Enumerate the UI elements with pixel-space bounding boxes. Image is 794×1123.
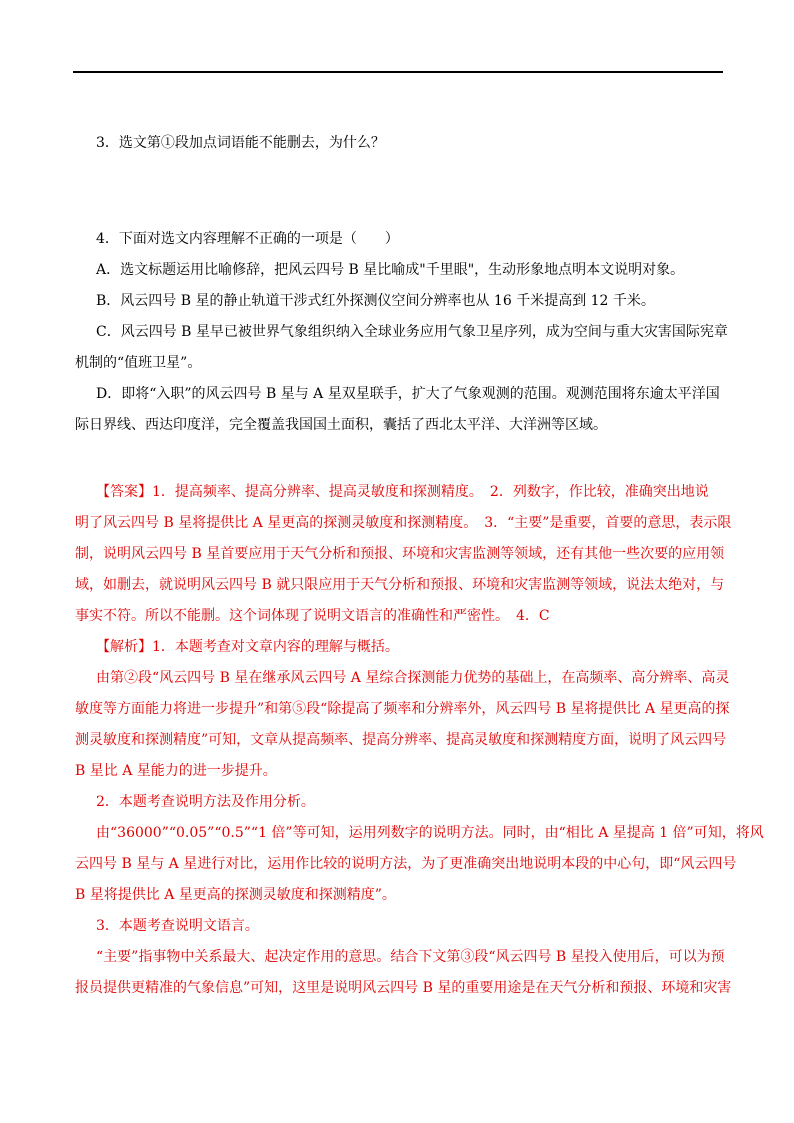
question-4: 4．下面对选文内容理解不正确的一项是（ ） [96, 231, 399, 247]
option-c-cont: 机制的“值班卫星”。 [75, 355, 202, 371]
analysis-line: “主要”指事物中关系最大、起决定作用的意思。结合下文第③段“风云四号 B 星投入使用后，可以为预 [96, 949, 725, 965]
header-rule [73, 71, 723, 73]
analysis-line: 2．本题考查说明方法及作用分析。 [96, 794, 315, 810]
option-a: A．选文标题运用比喻修辞，把风云四号 B 星比喻成"千里眼"，生动形象地点明本文说明对象。 [96, 262, 685, 278]
analysis-line: 报员提供更精准的气象信息”可知，这里是说明风云四号 B 星的重要用途是在天气分析和预报、环境和灾害 [75, 980, 732, 996]
answer-line: 明了风云四号 B 星将提供比 A 星更高的探测灵敏度和探测精度。 3．“主要”是重要，首要的意思，表示限 [75, 515, 732, 531]
analysis-line: B 星比 A 星能力的进一步提升。 [75, 763, 277, 779]
analysis-line: 测灵敏度和探测精度”可知，文章从提高频率、提高分辨率、提高灵敏度和探测精度方面，说明了风云四号 [75, 732, 727, 748]
option-c: C．风云四号 B 星早已被世界气象组织纳入全球业务应用气象卫星序列，成为空间与重大灾害国际宪章 [96, 324, 728, 340]
answer-line: 事实不符。所以不能删。这个词体现了说明文语言的准确性和严密性。 4．C [75, 608, 550, 624]
analysis-line: 云四号 B 星与 A 星进行对比，运用作比较的说明方法，为了更准确突出地说明本段的中心句，即“风云四号 [75, 856, 737, 872]
answer-line: 【答案】1．提高频率、提高分辨率、提高灵敏度和探测精度。 2．列数字，作比较，准确突出地说 [96, 484, 709, 500]
option-d: D．即将“入职”的风云四号 B 星与 A 星双星联手，扩大了气象观测的范围。观测范围将东逾太平洋国 [96, 386, 720, 402]
analysis-line: 由第②段“风云四号 B 星在继承风云四号 A 星综合探测能力优势的基础上，在高频率、高分辨率、高灵 [96, 670, 730, 686]
answer-line: 域，如删去，就说明风云四号 B 就只限应用于天气分析和预报、环境和灾害监测等领域，说法太绝对，与 [75, 577, 725, 593]
analysis-line: B 星将提供比 A 星更高的探测灵敏度和探测精度”。 [75, 887, 396, 903]
analysis-line: 敏度等方面能力将进一步提升”和第⑤段“除提高了频率和分辨率外，风云四号 B 星将提供比 A 星更高的探 [75, 701, 730, 717]
analysis-line: 3．本题考查说明文语言。 [96, 918, 259, 934]
answer-line: 制，说明风云四号 B 星首要应用于天气分析和预报、环境和灾害监测等领域，还有其他一些次要的应用领 [75, 546, 725, 562]
analysis-line: 由“36000”“0.05”“0.5”“1 倍”等可知，运用列数字的说明方法。同时，由“相比 A 星提高 1 倍”可知，将风 [96, 825, 764, 841]
option-b: B．风云四号 B 星的静止轨道干涉式红外探测仪空间分辨率也从 16 千米提高到 12 千米。 [96, 293, 655, 309]
analysis-line: 【解析】1．本题考查对文章内容的理解与概括。 [96, 639, 399, 655]
option-d-cont: 际日界线、西达印度洋，完全覆盖我国国土面积，囊括了西北太平洋、大洋洲等区域。 [75, 417, 607, 433]
question-3: 3．选文第①段加点词语能不能删去，为什么？ [96, 135, 385, 151]
